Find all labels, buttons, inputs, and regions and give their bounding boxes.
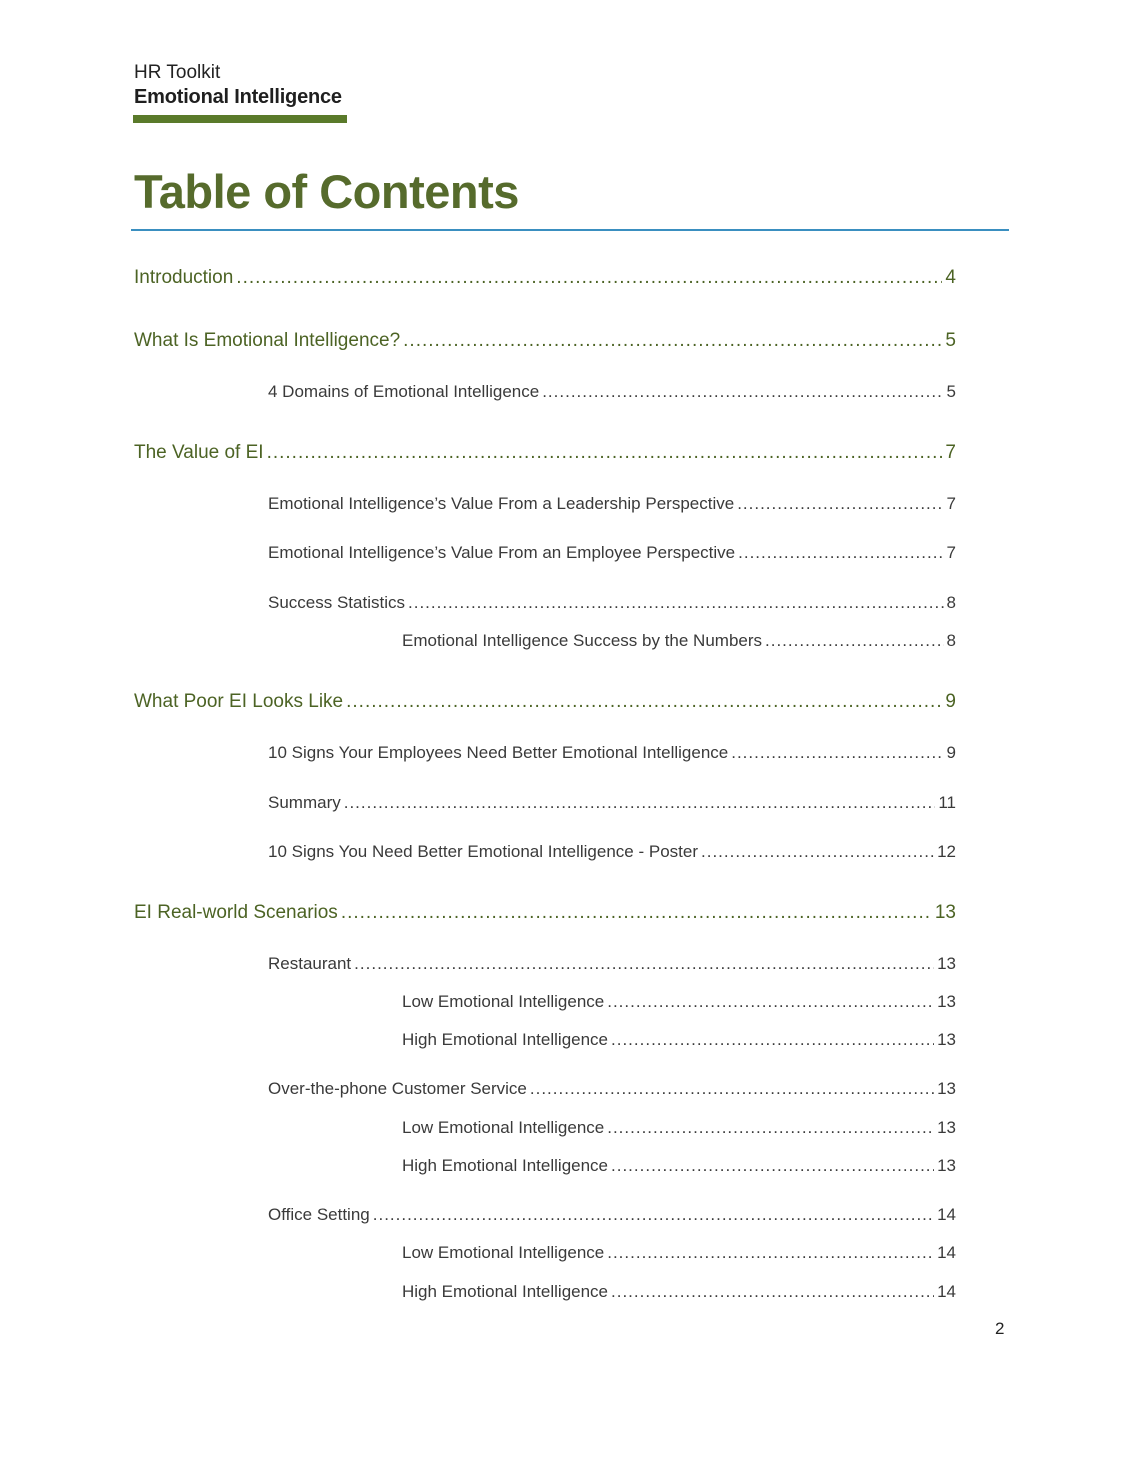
toc-entry-label: EI Real-world Scenarios	[134, 902, 338, 923]
toc-leader	[737, 494, 943, 514]
toc-entry[interactable]	[134, 330, 956, 352]
toc-entry-label: Low Emotional Intelligence	[402, 1243, 605, 1262]
toc-entry-label: High Emotional Intelligence	[402, 1156, 609, 1175]
toc-leader	[611, 1030, 934, 1050]
toc-entry[interactable]	[268, 543, 956, 563]
toc-entry-label: Emotional Intelligence’s Value From a Leadership Perspective	[268, 494, 735, 513]
toc-entry-page: 7	[946, 494, 956, 513]
toc-leader	[373, 1205, 934, 1225]
toc-entry[interactable]	[268, 793, 956, 813]
toc-entry-label: 10 Signs Your Employees Need Better Emotional Intelligence	[268, 743, 729, 762]
toc-entry-label: Success Statistics	[268, 593, 405, 612]
toc-entry-label: Low Emotional Intelligence	[402, 992, 605, 1011]
toc-entry-page: 5	[946, 382, 956, 401]
toc-entry-label: What Is Emotional Intelligence?	[134, 330, 401, 351]
toc-entry-label: Over-the-phone Customer Service	[268, 1079, 527, 1098]
toc-entry-label: 10 Signs You Need Better Emotional Intelligence - Poster	[268, 842, 698, 861]
toc-leader	[341, 902, 932, 924]
header-kicker: HR Toolkit	[134, 62, 221, 83]
toc-leader	[607, 992, 934, 1012]
toc-entry[interactable]	[268, 494, 956, 514]
toc-leader	[611, 1282, 934, 1302]
toc-entry-page: 7	[946, 543, 956, 562]
toc-leader	[403, 330, 942, 352]
toc-entry[interactable]	[402, 1282, 956, 1302]
toc-leader	[607, 1243, 934, 1263]
toc-entry-label: High Emotional Intelligence	[402, 1282, 609, 1301]
toc-entry[interactable]	[402, 1030, 956, 1050]
toc-leader	[611, 1156, 934, 1176]
toc-entry[interactable]	[402, 1156, 956, 1176]
toc-entry-page: 13	[937, 1030, 956, 1049]
toc-leader	[346, 691, 942, 713]
toc-entry-page: 14	[937, 1243, 956, 1262]
toc-entry-page: 11	[938, 793, 956, 812]
toc-entry[interactable]	[268, 842, 956, 862]
toc-leader	[354, 954, 934, 974]
toc-entry-label: Summary	[268, 793, 341, 812]
header-title: Emotional Intelligence	[134, 86, 342, 108]
toc-entry-page: 8	[946, 593, 956, 612]
toc-entry-page: 14	[937, 1205, 956, 1224]
header-accent-bar	[133, 115, 347, 123]
toc-entry[interactable]	[402, 1118, 956, 1138]
toc-entry-page: 7	[945, 442, 956, 463]
toc-entry-label: High Emotional Intelligence	[402, 1030, 609, 1049]
toc-entry-page: 4	[945, 267, 956, 288]
toc-leader	[236, 267, 942, 289]
toc-entry-page: 8	[946, 631, 956, 650]
toc-entry[interactable]	[268, 743, 956, 763]
toc-entry[interactable]	[402, 1243, 956, 1263]
toc-entry-page: 13	[937, 992, 956, 1011]
toc-entry[interactable]	[268, 954, 956, 974]
toc-entry-label: Restaurant	[268, 954, 352, 973]
toc-entry-label: Introduction	[134, 267, 234, 288]
toc-entry-page: 13	[934, 902, 956, 923]
toc-leader	[738, 543, 943, 563]
toc-leader	[267, 442, 943, 464]
toc-entry-page: 12	[937, 842, 956, 861]
toc-entry-page: 5	[945, 330, 956, 351]
toc-entry[interactable]	[268, 1079, 956, 1099]
toc-entry[interactable]	[402, 631, 956, 651]
toc-entry-label: The Value of EI	[134, 442, 264, 463]
toc-entry-page: 9	[945, 691, 956, 712]
toc-entry-label: Office Setting	[268, 1205, 370, 1224]
toc-entry-page: 13	[937, 1156, 956, 1175]
toc-leader	[765, 631, 944, 651]
page-number: 2	[995, 1319, 1005, 1338]
page-title: Table of Contents	[134, 165, 519, 218]
toc-entry-page: 13	[937, 954, 956, 973]
toc-entry[interactable]	[134, 442, 956, 464]
toc-entry[interactable]	[134, 902, 956, 924]
toc-entry-label: 4 Domains of Emotional Intelligence	[268, 382, 540, 401]
title-divider	[131, 229, 1009, 231]
toc-entry[interactable]	[268, 593, 956, 613]
toc-entry-page: 14	[937, 1282, 956, 1301]
toc-entry-page: 13	[937, 1118, 956, 1137]
toc-entry-page: 13	[937, 1079, 956, 1098]
toc-entry[interactable]	[134, 267, 956, 289]
toc-leader	[344, 793, 936, 813]
toc-entry[interactable]	[402, 992, 956, 1012]
toc-entry[interactable]	[134, 691, 956, 713]
toc-entry-label: Low Emotional Intelligence	[402, 1118, 605, 1137]
toc-entry-page: 9	[946, 743, 956, 762]
toc-entry[interactable]	[268, 1205, 956, 1225]
toc-leader	[530, 1079, 934, 1099]
toc-leader	[408, 593, 944, 613]
toc-leader	[731, 743, 943, 763]
toc-leader	[701, 842, 934, 862]
toc-leader	[542, 382, 943, 402]
toc-entry-label: Emotional Intelligence’s Value From an Employee Perspective	[268, 543, 736, 562]
toc-entry-label: What Poor EI Looks Like	[134, 691, 344, 712]
toc-entry-label: Emotional Intelligence Success by the Numbers	[402, 631, 763, 650]
toc-leader	[607, 1118, 934, 1138]
toc-entry[interactable]	[268, 382, 956, 402]
